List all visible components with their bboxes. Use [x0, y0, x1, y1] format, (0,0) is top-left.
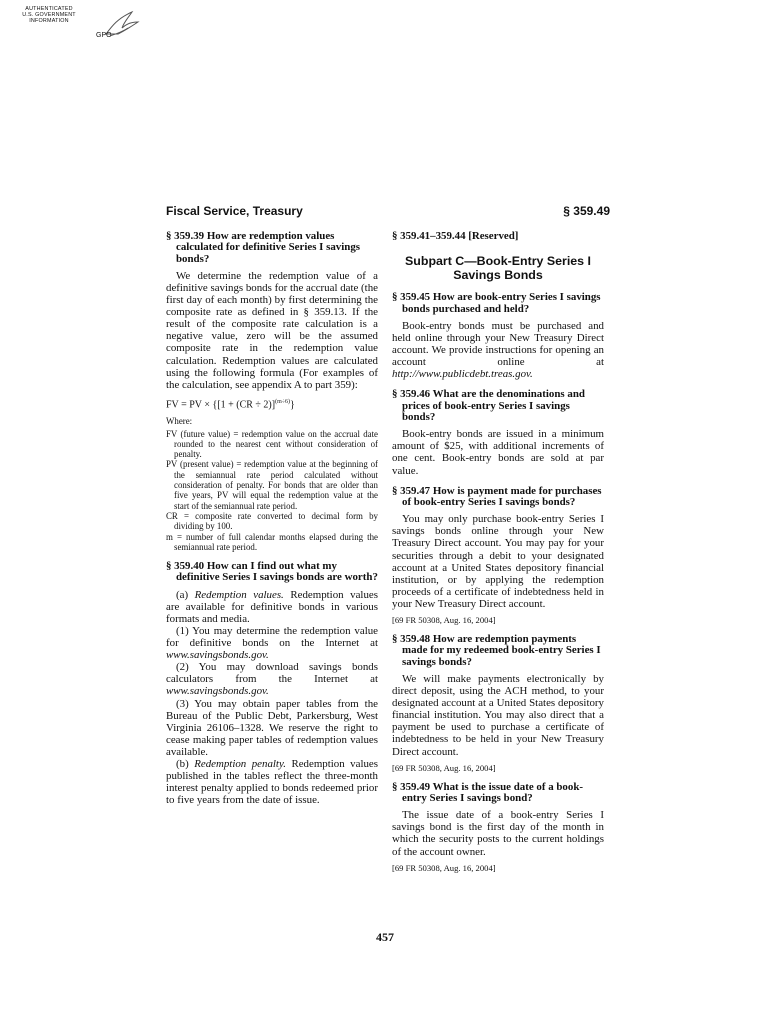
section-359-40-a1	[166, 625, 378, 661]
para-term: Redemption penalty.	[194, 758, 286, 771]
section-359-40-heading: § 359.40 How can I find out what my definitive Series I savings bonds are worth?	[166, 560, 378, 584]
section-359-48-heading: § 359.48 How are redemption payments made for my redeemed book-entry Series I savings bonds?	[392, 633, 601, 668]
formula-definitions	[166, 416, 378, 552]
stamp-text	[14, 6, 84, 25]
section-359-49-text: The issue date of a book-entry Series I savings bond is the first day of the month in which the security posts to the current holdings of the account owner.	[392, 809, 604, 858]
section-359-49-heading: § 359.49 What is the issue date of a book-entry Series I savings bond?	[392, 780, 584, 804]
reserved-sections: § 359.41–359.44 [Reserved]	[392, 230, 519, 242]
section-359-40-a2	[166, 661, 378, 697]
stamp-line: INFORMATION	[29, 18, 69, 25]
url-text: www.savingsbonds.gov.	[166, 649, 269, 662]
citation: [69 FR 50308, Aug. 16, 2004]	[392, 762, 496, 773]
authentication-stamp	[14, 6, 144, 54]
para-term: Redemption values.	[194, 588, 284, 601]
stamp-gpo: GPO	[96, 32, 112, 39]
section-359-40-a3: (3) You may obtain paper tables from the Bureau of the Public Debt, Parkersburg, West Virginia 26106–1328. We reserve the right to cease making paper tables of redemption values available.	[166, 697, 378, 758]
section-359-39-heading: § 359.39 How are redemption values calculated for definitive Series I savings bonds?	[166, 230, 361, 265]
citation: [69 FR 50308, Aug. 16, 2004]	[392, 614, 496, 625]
where-label: Where:	[166, 416, 193, 427]
section-359-45-heading: § 359.45 How are book-entry Series I savings bonds purchased and held?	[392, 291, 601, 315]
para-text: Book-entry bonds must be purchased and held online through your New Treasury Direct account. We provide instructions for opening an account online at	[392, 319, 604, 369]
section-359-46-heading: § 359.46 What are the denominations and prices of book-entry Series I savings bonds?	[392, 388, 585, 423]
definition-m: m = number of full calendar months elapsed during the semiannual rate period.	[166, 531, 378, 552]
section-359-45-text	[392, 320, 604, 380]
section-359-40-a	[166, 589, 378, 625]
citation: [69 FR 50308, Aug. 16, 2004]	[392, 862, 496, 873]
section-359-46-text: Book-entry bonds are issued in a minimum amount of $25, with additional increments of one cent. Book-entry bonds are sold at par value.	[392, 428, 604, 477]
para-text: Redemption values are available for definitive bonds in various formats and media.	[166, 588, 378, 625]
para-text: Redemption values published in the tables reflect the three-month interest penalty applied to bonds redeemed prior to five years from the date of issue.	[166, 758, 378, 807]
para-label: (a)	[176, 588, 189, 601]
definition-pv: PV (present value) = redemption value at the beginning of the semiannual rate period calculated without consideration of penalty. For bonds that are older than five years, PV will equal the redemption value at the start of the semiannual rate period.	[166, 459, 378, 511]
section-359-40-b	[166, 758, 378, 806]
para-text: (2) You may download savings bonds calculators from the Internet at	[166, 661, 378, 686]
section-359-39-text: We determine the redemption value of a definitive savings bonds for the accrual date (the first day of each month) by first determining the composite rate as defined in § 359.13. If the result of the composite rate calculation is a negative value, zero will be the assumed composite rate in the redemption value calculation. Redemption values are calculated using the following formula (For examples of the calculation, see appendix A to part 359):	[166, 269, 378, 391]
redemption-formula	[166, 396, 378, 411]
running-head-section: § 359.49	[563, 204, 610, 218]
section-359-47-heading: § 359.47 How is payment made for purchases of book-entry Series I savings bonds?	[392, 484, 602, 508]
right-column	[392, 231, 604, 882]
page-number: 457	[376, 930, 394, 944]
section-359-47-text: You may only purchase book-entry Series I savings bonds online through your New Treasury Direct account. You may pay for your securities through a debit to your designated account at a United States depository financial institution, or by applying the redemption proceeds of a certificate of indebtedness held in your New Treasury Direct account.	[392, 513, 604, 610]
section-359-48-text: We will make payments electronically by direct deposit, using the ACH method, to your designated account at a United States depository financial institution. You may also direct that a payment be used to purchase a certificate of indebtedness to be held in your New Treasury Direct account.	[392, 672, 604, 758]
url-text: www.savingsbonds.gov.	[166, 685, 269, 698]
running-head-agency: Fiscal Service, Treasury	[166, 204, 303, 218]
formula-exponent: (m÷6)	[275, 398, 291, 405]
stamp-line: U.S. GOVERNMENT	[22, 12, 76, 19]
para-text: (1) You may determine the redemption value for definitive bonds on the Internet at	[166, 624, 378, 650]
url-text: http://www.publicdebt.treas.gov.	[392, 368, 533, 381]
left-column	[166, 231, 378, 806]
stamp-line: AUTHENTICATED	[25, 6, 73, 12]
definition-fv: FV (future value) = redemption value on the accrual date rounded to the nearest cent without consideration of penalty.	[166, 428, 378, 460]
formula-main: FV = PV × {[1 + (CR ÷ 2)]	[166, 399, 276, 411]
formula-close: }	[290, 399, 295, 411]
para-label: (b)	[176, 758, 189, 771]
subpart-heading: Subpart C—Book-Entry Series I Savings Bonds	[405, 254, 591, 283]
definition-cr: CR = composite rate converted to decimal form by dividing by 100.	[166, 510, 378, 532]
